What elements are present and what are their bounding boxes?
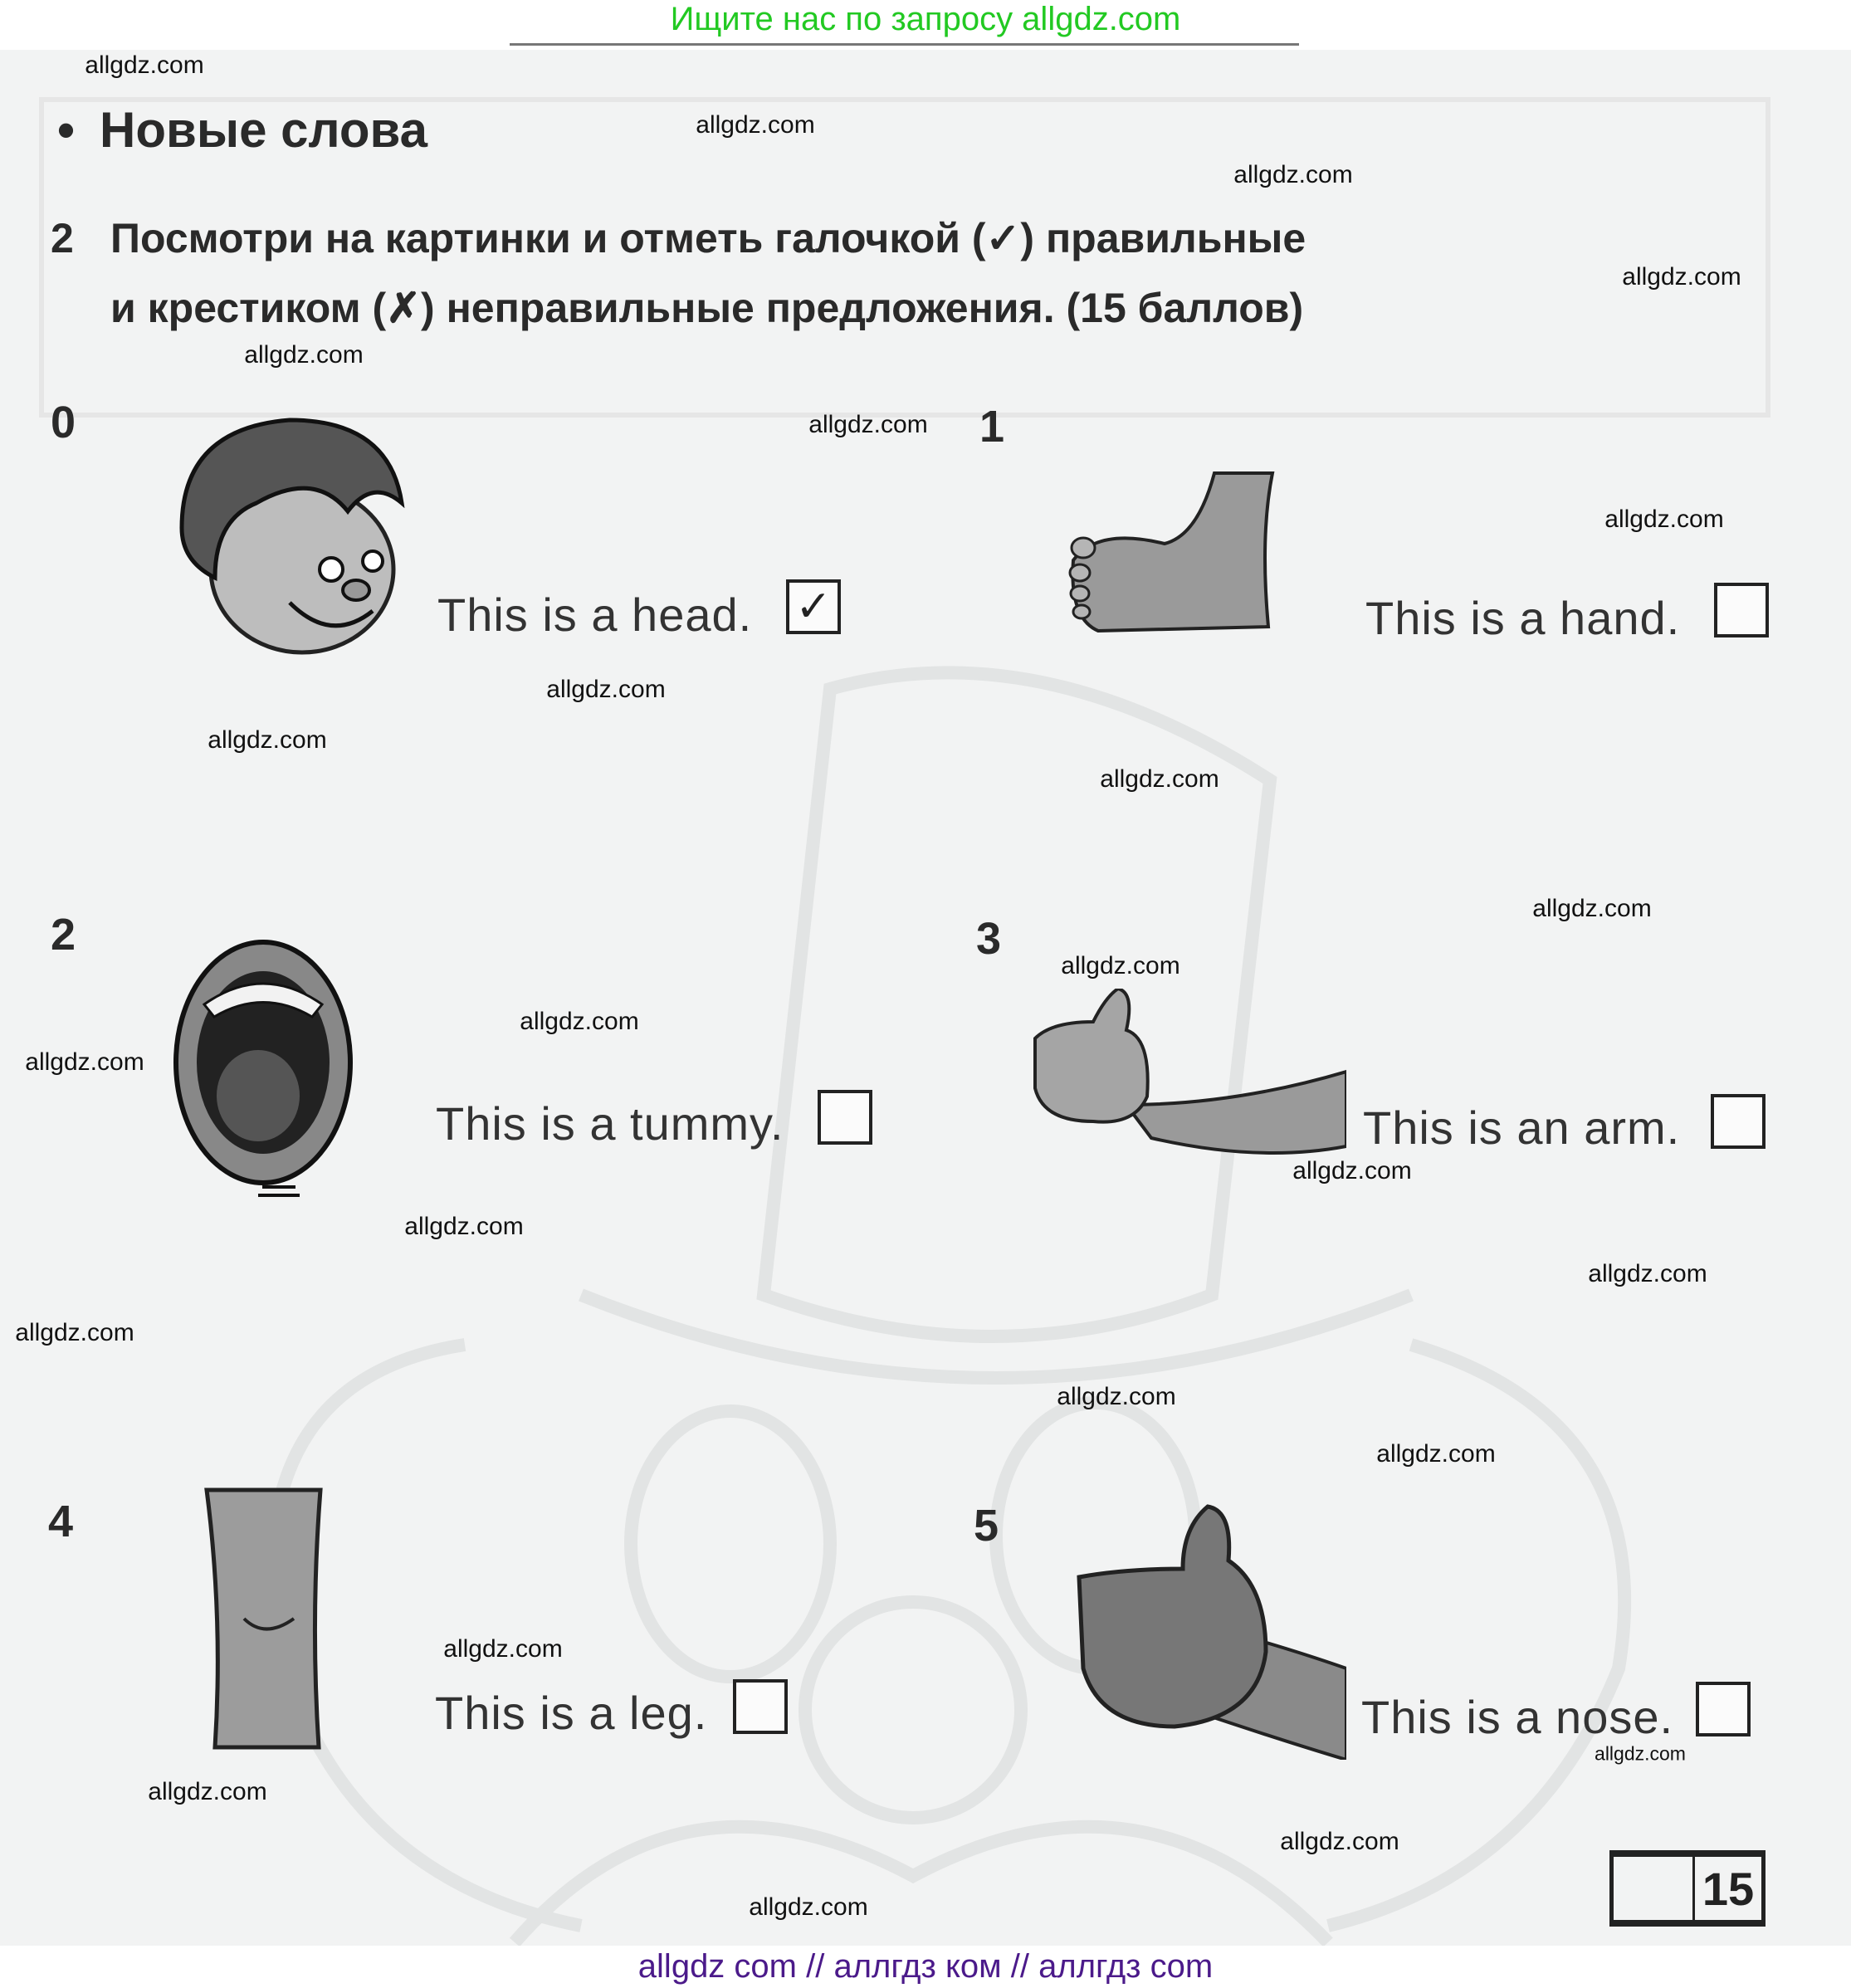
watermark: allgdz.com <box>1604 506 1724 533</box>
arm-picture <box>1027 989 1346 1163</box>
watermark: allgdz.com <box>1588 1260 1707 1287</box>
top-banner-link[interactable]: Ищите нас по запросу allgdz.com <box>670 1 1181 37</box>
watermark: allgdz.com <box>1233 161 1353 188</box>
watermark: allgdz.com <box>696 111 815 139</box>
watermark: allgdz.com <box>749 1893 868 1921</box>
item-number: 5 <box>974 1501 999 1551</box>
sentence: This is a leg. <box>435 1687 708 1739</box>
watermark: allgdz.com <box>15 1319 134 1346</box>
sentence: This is a nose. <box>1361 1691 1674 1743</box>
task-instruction-line2: и крестиком (✗) неправильные предложения. (15 баллов) <box>110 285 1304 331</box>
score-field[interactable] <box>1614 1857 1695 1920</box>
sentence: This is a head. <box>437 589 753 641</box>
item-number: 3 <box>976 914 1002 964</box>
item-number: 1 <box>979 402 1005 452</box>
task-number: 2 <box>51 215 74 261</box>
knee-picture <box>203 1486 325 1751</box>
mouth-picture <box>171 938 355 1204</box>
answer-checkbox[interactable] <box>1714 583 1769 637</box>
sentence: This is a tummy. <box>436 1097 784 1150</box>
item-number: 0 <box>51 398 76 447</box>
watermark: allgdz.com <box>208 726 327 754</box>
answer-checkbox[interactable]: ✓ <box>786 579 841 634</box>
section-heading <box>57 101 427 159</box>
watermark: allgdz.com <box>85 51 204 79</box>
answer-checkbox[interactable] <box>1696 1682 1751 1736</box>
page-number: 15 <box>1702 1862 1755 1915</box>
watermark: allgdz.com <box>1061 952 1180 979</box>
watermark: allgdz.com <box>1100 765 1219 793</box>
watermark: allgdz.com <box>1595 1742 1686 1765</box>
watermark: allgdz.com <box>1622 263 1741 291</box>
watermark: allgdz.com <box>25 1048 144 1076</box>
divider <box>510 43 1299 46</box>
watermark: allgdz.com <box>148 1778 267 1805</box>
watermark: allgdz.com <box>808 411 928 438</box>
item-number: 2 <box>51 910 76 960</box>
watermark: allgdz.com <box>1376 1440 1496 1468</box>
watermark: allgdz.com <box>520 1008 639 1035</box>
answer-checkbox[interactable] <box>818 1090 872 1145</box>
watermark: allgdz.com <box>1280 1828 1399 1855</box>
watermark: allgdz.com <box>404 1213 524 1240</box>
score-page-box <box>1609 1850 1766 1927</box>
watermark: allgdz.com <box>443 1635 563 1663</box>
answer-checkbox[interactable] <box>1711 1094 1766 1149</box>
foot-picture <box>1065 469 1281 635</box>
watermark: allgdz.com <box>1057 1383 1176 1410</box>
watermark: allgdz.com <box>244 341 364 369</box>
answer-checkbox[interactable] <box>733 1679 788 1734</box>
hand-picture <box>1075 1502 1346 1760</box>
bottom-banner-link[interactable]: allgdz com // аллгдз ком // аллгдз com <box>0 1946 1851 1988</box>
watermark: allgdz.com <box>1532 895 1652 922</box>
sentence: This is an arm. <box>1363 1101 1681 1154</box>
head-picture <box>165 412 406 661</box>
item-number: 4 <box>48 1497 74 1546</box>
section-title: Новые слова <box>100 102 427 158</box>
task-instruction-line1: Посмотри на картинки и отметь галочкой (✓) правильные <box>110 215 1306 261</box>
bullet: • <box>57 102 76 158</box>
watermark: allgdz.com <box>546 676 666 703</box>
sentence: This is a hand. <box>1365 592 1681 644</box>
watermark: allgdz.com <box>1292 1157 1412 1184</box>
